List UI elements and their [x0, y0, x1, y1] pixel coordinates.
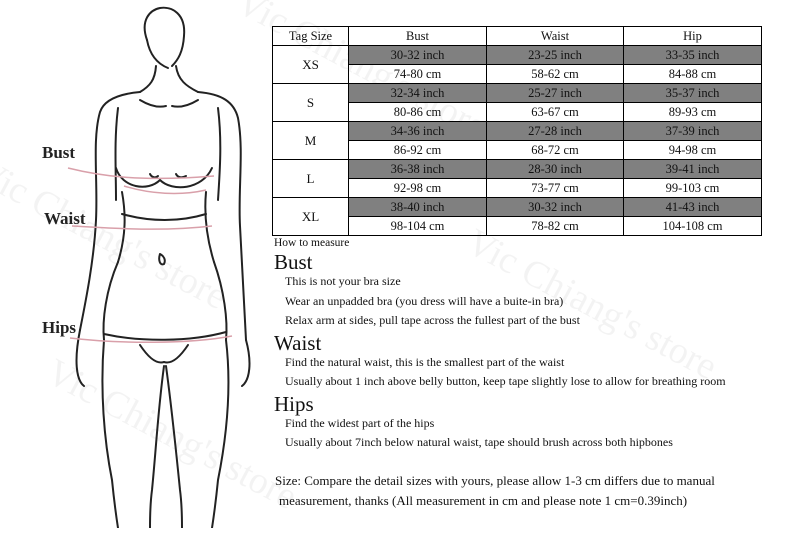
- body-outline-drawing: [0, 0, 270, 528]
- cm-cell: 78-82 cm: [487, 217, 624, 236]
- section-title: Waist: [274, 330, 322, 355]
- cm-cell: 74-80 cm: [349, 65, 487, 84]
- inch-cell: 30-32 inch: [349, 46, 487, 65]
- inch-cell: 37-39 inch: [624, 122, 762, 141]
- section-line: Usually about 7inch below natural waist, tape should brush across both hipbones: [285, 435, 673, 449]
- cm-cell: 84-88 cm: [624, 65, 762, 84]
- size-cell: S: [273, 84, 349, 122]
- table-row-inch: [273, 46, 762, 65]
- header-bust: Bust: [349, 27, 487, 46]
- figure-label-waist: Waist: [44, 209, 86, 228]
- size-note-line-2: measurement, thanks (All measurement in cm and please note 1 cm=0.39inch): [279, 493, 688, 508]
- size-cell: XS: [273, 46, 349, 84]
- inch-cell: 36-38 inch: [349, 160, 487, 179]
- header-tag-size: Tag Size: [273, 27, 349, 46]
- section-line: This is not your bra size: [285, 274, 401, 288]
- inch-cell: 34-36 inch: [349, 122, 487, 141]
- cm-cell: 104-108 cm: [624, 217, 762, 236]
- inch-cell: 30-32 inch: [487, 198, 624, 217]
- cm-cell: 92-98 cm: [349, 179, 487, 198]
- size-cell: M: [273, 122, 349, 160]
- inch-cell: 32-34 inch: [349, 84, 487, 103]
- cm-cell: 99-103 cm: [624, 179, 762, 198]
- size-chart-table: [272, 26, 762, 236]
- how-to-measure: [274, 236, 794, 453]
- body-figure: [0, 0, 270, 528]
- table-row-inch: [273, 122, 762, 141]
- inch-cell: 38-40 inch: [349, 198, 487, 217]
- cm-cell: 73-77 cm: [487, 179, 624, 198]
- cm-cell: 94-98 cm: [624, 141, 762, 160]
- inch-cell: 33-35 inch: [624, 46, 762, 65]
- table-row-inch: [273, 198, 762, 217]
- cm-cell: 86-92 cm: [349, 141, 487, 160]
- table-row-inch: [273, 84, 762, 103]
- inch-cell: 23-25 inch: [487, 46, 624, 65]
- inch-cell: 35-37 inch: [624, 84, 762, 103]
- section-line: Find the natural waist, this is the smallest part of the waist: [285, 354, 565, 369]
- table-row-inch: [273, 160, 762, 179]
- size-cell: L: [273, 160, 349, 198]
- figure-label-hips: Hips: [42, 318, 77, 337]
- cm-cell: 63-67 cm: [487, 103, 624, 122]
- cm-cell: 89-93 cm: [624, 103, 762, 122]
- size-cell: XL: [273, 198, 349, 236]
- section-line: Relax arm at sides, pull tape across the fullest part of the bust: [285, 313, 580, 327]
- header-waist: Waist: [487, 27, 624, 46]
- cm-cell: 58-62 cm: [487, 65, 624, 84]
- how-to-measure-title: How to measure: [274, 237, 350, 249]
- size-note: [275, 471, 775, 511]
- inch-cell: 27-28 inch: [487, 122, 624, 141]
- cm-cell: 80-86 cm: [349, 103, 487, 122]
- table-header-row: [273, 27, 762, 46]
- inch-cell: 39-41 inch: [624, 160, 762, 179]
- cm-cell: 98-104 cm: [349, 217, 487, 236]
- inch-cell: 25-27 inch: [487, 84, 624, 103]
- section-title: Bust: [274, 250, 313, 274]
- size-note-line-1: Size: Compare the detail sizes with yours, please allow 1-3 cm differs due to manual: [275, 473, 715, 488]
- header-hip: Hip: [624, 27, 762, 46]
- section-line: Usually about 1 inch above belly button, keep tape slightly lose to allow for breathing room: [285, 374, 726, 388]
- inch-cell: 28-30 inch: [487, 160, 624, 179]
- figure-label-bust: Bust: [42, 143, 76, 162]
- section-title: Hips: [274, 391, 314, 416]
- section-line: Find the widest part of the hips: [285, 415, 435, 430]
- cm-cell: 68-72 cm: [487, 141, 624, 160]
- inch-cell: 41-43 inch: [624, 198, 762, 217]
- section-line: Wear an unpadded bra (you dress will have a buite-in bra): [285, 293, 564, 308]
